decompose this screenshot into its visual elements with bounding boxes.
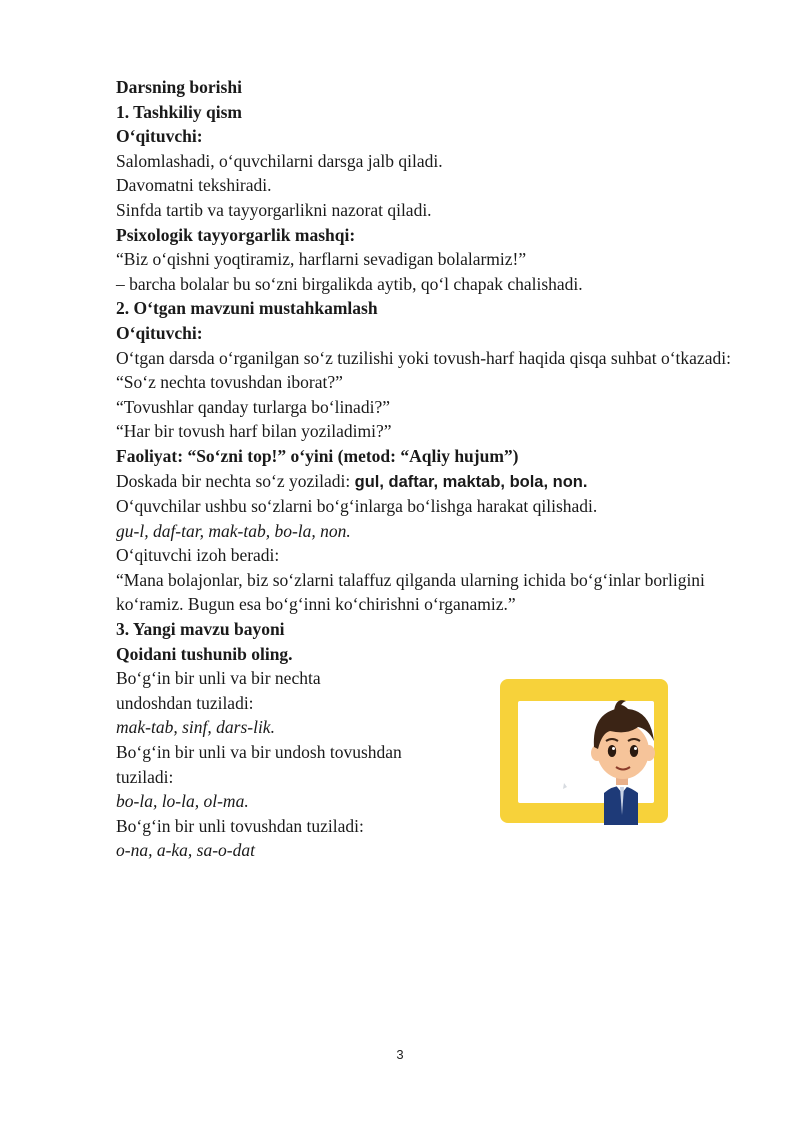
cartoon-boy-icon <box>498 675 670 827</box>
exercise-title: Psixologik tayyorgarlik mashqi: <box>116 224 356 245</box>
exercise-quote: “Biz o‘qishni yoqtiramiz, harflarni sevadigan bolalarmiz!” <box>116 249 527 270</box>
split-example: gu-l, daf-tar, mak-tab, bo-la, non. <box>116 520 351 541</box>
section2-teacher-label: O‘qituvchi: <box>116 322 203 343</box>
board-line <box>116 469 744 495</box>
board-words: gul, daftar, maktab, bola, non. <box>354 472 588 491</box>
section1-line: Salomlashadi, o‘quvchilarni darsga jalb qiladi. <box>116 150 443 171</box>
rule-example: mak-tab, sinf, dars-lik. <box>116 717 275 738</box>
students-line: O‘quvchilar ushbu so‘zlarni bo‘g‘inlarga bo‘lishga harakat qilishadi. <box>116 496 598 517</box>
cartoon-boy-illustration <box>498 675 670 827</box>
teacher-quote-line: ko‘ramiz. Bugun esa bo‘g‘inni ko‘chirishni o‘rganamiz.” <box>116 594 516 615</box>
section2-intro: O‘tgan darsda o‘rganilgan so‘z tuzilishi yoki tovush-harf haqida qisqa suhbat o‘tkazadi: <box>116 347 731 368</box>
rule-line: tuziladi: <box>116 766 174 787</box>
question-item: “Tovushlar qanday turlarga bo‘linadi?” <box>116 396 390 417</box>
section2-title: 2. O‘tgan mavzuni mustahkamlash <box>116 298 378 319</box>
section1-title: 1. Tashkiliy qism <box>116 101 242 122</box>
rule-line: Bo‘g‘in bir unli va bir nechta <box>116 668 321 689</box>
rule-line: undoshdan tuziladi: <box>116 692 254 713</box>
section1-line: Davomatni tekshiradi. <box>116 175 272 196</box>
teacher-note: O‘qituvchi izoh beradi: <box>116 545 280 566</box>
page-number: 3 <box>396 1047 404 1062</box>
question-item: “So‘z nechta tovushdan iborat?” <box>116 372 343 393</box>
activity-title: Faoliyat: “So‘zni top!” o‘yini (metod: “Aqliy hujum”) <box>116 445 519 466</box>
rule-example: o-na, a-ka, sa-o-dat <box>116 840 256 861</box>
rule-line: Bo‘g‘in bir unli va bir undosh tovushdan <box>116 742 402 763</box>
lesson-heading: Darsning borishi <box>116 77 242 97</box>
section3-title: 3. Yangi mavzu bayoni <box>116 619 285 640</box>
section1-teacher-label: O‘qituvchi: <box>116 126 203 147</box>
rule-example: bo-la, lo-la, ol-ma. <box>116 791 249 812</box>
board-text: Doskada bir nechta so‘z yoziladi: <box>116 470 355 491</box>
question-item: “Har bir tovush harf bilan yoziladimi?” <box>116 421 392 442</box>
teacher-quote-line: “Mana bolajonlar, biz so‘zlarni talaffuz qilganda ularning ichida bo‘g‘inlar borligini <box>116 569 705 590</box>
section1-line: Sinfda tartib va tayyorgarlikni nazorat qiladi. <box>116 199 432 220</box>
rule-title: Qoidani tushunib oling. <box>116 643 293 664</box>
rule-line: Bo‘g‘in bir unli tovushdan tuziladi: <box>116 815 364 836</box>
exercise-note: – barcha bolalar bu so‘zni birgalikda aytib, qo‘l chapak chalishadi. <box>116 273 583 294</box>
